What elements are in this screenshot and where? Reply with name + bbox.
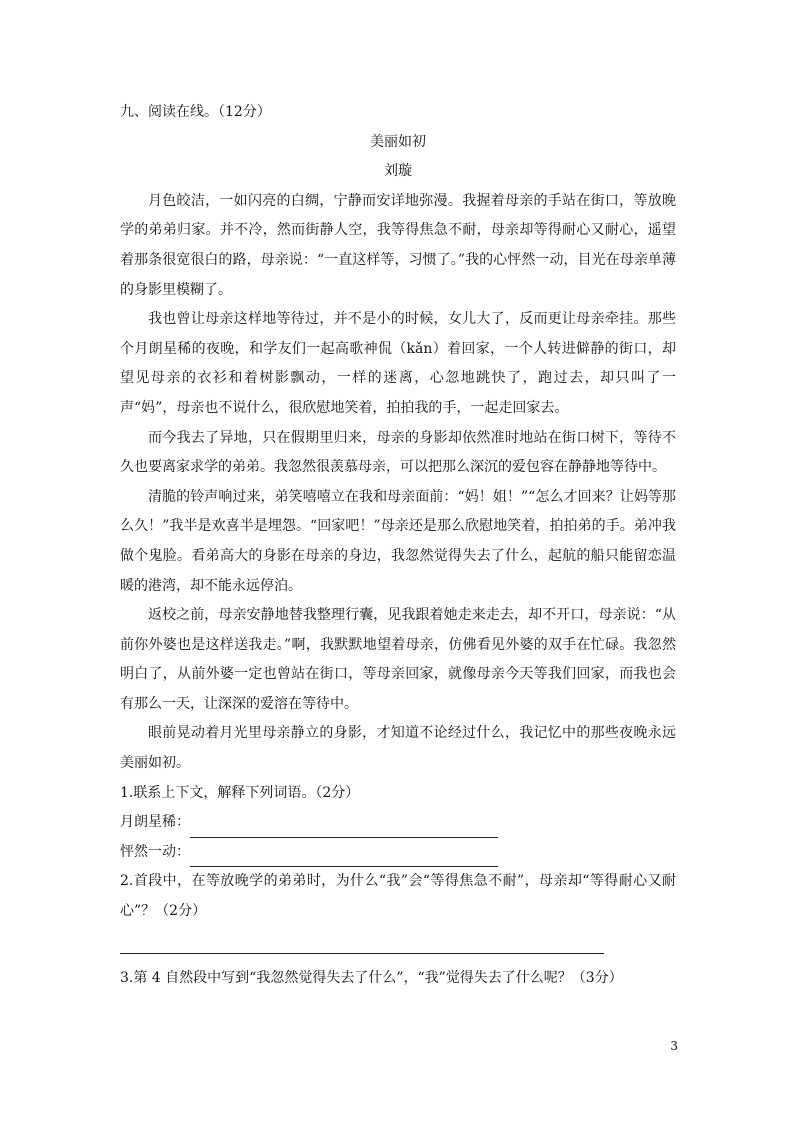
- paragraph-1: 月色皎洁，一如闪亮的白绸，宁静而安详地弥漫。我握着母亲的手站在街口，等放晚学的弟弟归家。并不冷，然而街静人空，我等得焦急不耐，母亲却等得耐心又耐心，遥望着那条很宽很白的路，母亲说：“一直这样等，习惯了。”我的心怦然一动，目光在母亲单薄的身影里模糊了。: [120, 192, 676, 298]
- page-content: [120, 98, 676, 993]
- question-2: 2.首段中，在等放晚学的弟弟时，为什么“我”会“等得焦急不耐”，母亲却“等得耐心又耐心”？（2分）: [120, 873, 676, 920]
- question-1-term-1-row: [120, 808, 676, 838]
- question-1: 1.联系上下文，解释下列词语。（2分）: [120, 784, 360, 801]
- answer-blank-3[interactable]: [120, 927, 604, 954]
- question-1-term-1-label: 月朗星稀：: [120, 814, 190, 831]
- paragraph-4: 清脆的铃声响过来，弟笑嘻嘻立在我和母亲面前：“妈！姐！”“怎么才回来？让妈等那么久！”我半是欢喜半是埋怨。“回家吧！”母亲还是那么欣慰地笑着，拍拍弟的手。弟冲我做个鬼脸。看弟高大的身影在母亲的身边，我忽然觉得失去了什么，起航的船只能留恋温暖的港湾，却不能永远停泊。: [120, 488, 676, 594]
- page-number: 3: [670, 1039, 678, 1053]
- question-1-term-2-label: 怦然一动：: [120, 843, 190, 860]
- answer-blank-1[interactable]: [190, 819, 498, 838]
- section-heading: 九、阅读在线。（12分）: [120, 104, 271, 120]
- article-title: 美丽如初: [370, 133, 426, 150]
- article-author: 刘璇: [384, 163, 412, 180]
- paragraph-6: 眼前晃动着月光里母亲静立的身影，才知道不论经过什么，我记忆中的那些夜晚永远美丽如初。: [120, 725, 676, 772]
- paragraph-2: 我也曾让母亲这样地等待过，并不是小的时候，女儿大了，反而更让母亲牵挂。那些个月朗星稀的夜晚，和学友们一起高歌神侃（kǎn）着回家，一个人转进僻静的街口，却望见母亲的衣衫和着树影飘动，一样的迷离，心忽地跳快了，跑过去，却只叫了一声“妈”，母亲也不说什么，很欣慰地笑着，拍拍我的手，一起走回家去。: [120, 311, 676, 416]
- paragraph-3: 而今我去了异地，只在假期里归来，母亲的身影却依然准时地站在街口树下，等待不久也要离家求学的弟弟。我忽然很羡慕母亲，可以把那么深沉的爱包容在静静地等待中。: [120, 429, 676, 476]
- answer-blank-2[interactable]: [190, 848, 498, 867]
- question-1-term-2-row: [120, 838, 676, 868]
- paragraph-5: 返校之前，母亲安静地替我整理行囊，见我跟着她走来走去，却不开口，母亲说：“从前你外婆也是这样送我走。”啊，我默默地望着母亲，仿佛看见外婆的双手在忙碌。我忽然明白了，从前外婆一定也曾站在街口，等母亲回家，就像母亲今天等我们回家，而我也会有那么一天，让深深的爱溶在等待中。: [120, 607, 676, 712]
- question-3: 3.第 4 自然段中写到“我忽然觉得失去了什么”，“我”觉得失去了什么呢？（3分）: [120, 969, 623, 986]
